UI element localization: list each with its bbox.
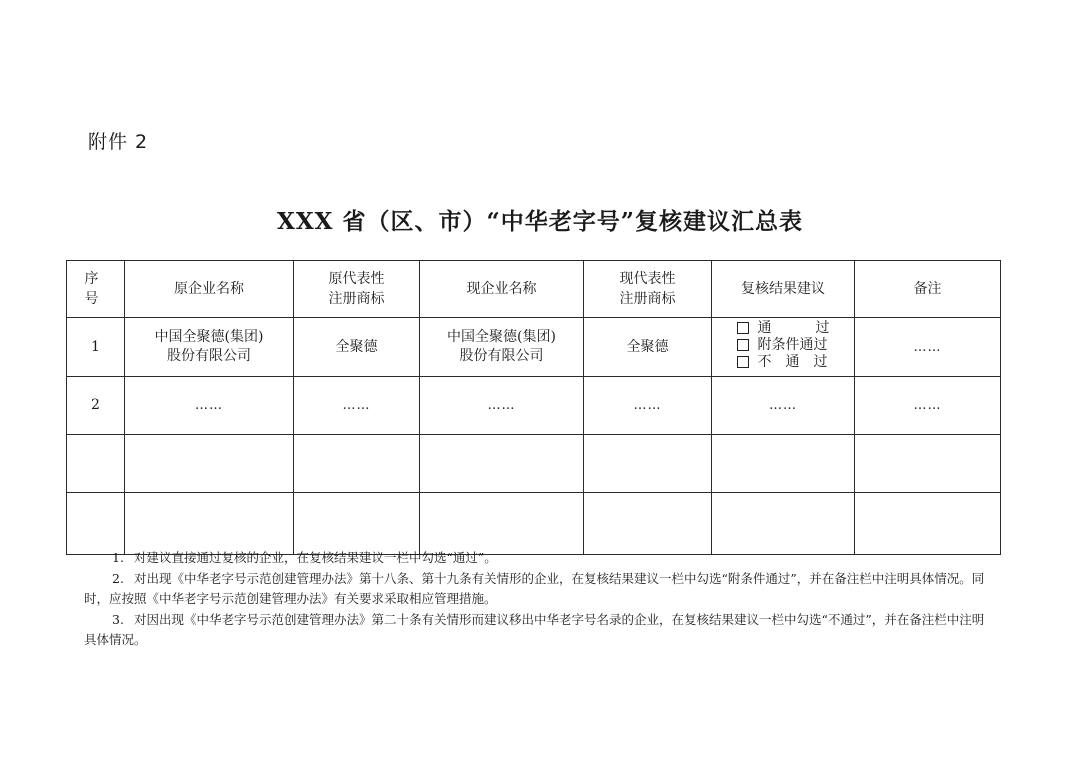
attachment-label: 附件 2	[88, 131, 149, 153]
table-row	[67, 435, 1001, 493]
header-original-trademark-line2: 注册商标	[328, 291, 385, 307]
row2-seq: 2	[67, 377, 125, 435]
row2-current-trademark: ……	[584, 377, 712, 435]
header-remark: 备注	[855, 261, 1001, 318]
empty-cell	[855, 493, 1001, 555]
note-1	[84, 548, 992, 569]
empty-cell	[125, 493, 294, 555]
empty-cell	[420, 493, 584, 555]
empty-cell	[294, 435, 420, 493]
note-1-number: 1.	[112, 550, 124, 565]
checkbox-fail-icon[interactable]	[737, 356, 749, 368]
row1-current-company-line2: 股份有限公司	[459, 348, 544, 364]
table-row	[67, 318, 1001, 377]
row1-current-company-line1: 中国全聚德(集团)	[447, 329, 556, 345]
header-seq: 序 号	[67, 261, 125, 318]
option-fail-label-a: 不	[757, 353, 772, 370]
header-original-trademark-line1: 原代表性	[328, 271, 385, 287]
table-header-row	[67, 261, 1001, 318]
empty-cell	[67, 493, 125, 555]
option-pass-label-b: 过	[815, 319, 830, 336]
note-3-number: 3.	[112, 611, 124, 627]
row1-original-company-line1: 中国全聚德(集团)	[154, 329, 264, 345]
row1-original-company-line2: 股份有限公司	[167, 348, 251, 364]
row1-seq: 1	[67, 318, 125, 377]
empty-cell	[712, 435, 855, 493]
empty-cell	[294, 493, 420, 555]
header-current-company: 现企业名称	[420, 261, 584, 318]
option-pass-label-a: 通	[757, 319, 772, 336]
row2-remark: ……	[855, 377, 1001, 435]
option-fail[interactable]	[737, 354, 830, 371]
row1-review-options	[712, 318, 855, 377]
header-current-trademark	[584, 261, 712, 318]
review-summary-table	[66, 260, 1001, 555]
note-3	[84, 610, 992, 651]
empty-cell	[584, 493, 712, 555]
empty-cell	[125, 435, 294, 493]
row2-current-company: ……	[420, 377, 584, 435]
note-1-text: 对建议直接通过复核的企业，在复核结果建议一栏中勾选“通过”。	[134, 550, 497, 565]
note-2	[84, 569, 992, 610]
option-fail-label-c: 过	[813, 353, 828, 370]
option-conditional-label: 附条件通过	[757, 336, 828, 353]
note-2-number: 2.	[112, 570, 124, 586]
header-original-trademark	[294, 261, 420, 318]
row2-original-trademark: ……	[294, 377, 420, 435]
header-current-trademark-line1: 现代表性	[619, 271, 676, 287]
row2-original-company: ……	[125, 377, 294, 435]
row1-current-company	[420, 318, 584, 377]
row1-current-trademark: 全聚德	[584, 318, 712, 377]
row1-remark: ……	[855, 318, 1001, 377]
row1-original-trademark: 全聚德	[294, 318, 420, 377]
checkbox-conditional-icon[interactable]	[737, 339, 749, 351]
header-current-trademark-line2: 注册商标	[619, 291, 676, 307]
empty-cell	[67, 435, 125, 493]
note-3-text: 对因出现《中华老字号示范创建管理办法》第二十条有关情形而建议移出中华老字号名录的企业，在复核结果建议一栏中勾选“不通过”，并在备注栏中注明具体情况。	[84, 611, 985, 647]
header-review-result: 复核结果建议	[712, 261, 855, 318]
row1-original-company	[125, 318, 294, 377]
table-row	[67, 377, 1001, 435]
empty-cell	[855, 435, 1001, 493]
document-title: XXX 省（区、市）“中华老字号”复核建议汇总表	[276, 208, 803, 235]
notes-section	[84, 548, 992, 651]
empty-cell	[712, 493, 855, 555]
table-row	[67, 493, 1001, 555]
note-2-text: 对出现《中华老字号示范创建管理办法》第十八条、第十九条有关情形的企业，在复核结果建议一栏中勾选“附条件通过”，并在备注栏中注明具体情况。同时，应按照《中华老字号示范创建管理办法》有关要求采取相应管理措施。	[84, 570, 985, 606]
option-pass[interactable]	[737, 320, 830, 337]
empty-cell	[420, 435, 584, 493]
option-fail-label-b: 通	[785, 353, 800, 370]
option-conditional-pass[interactable]	[737, 337, 830, 354]
empty-cell	[584, 435, 712, 493]
checkbox-pass-icon[interactable]	[737, 322, 749, 334]
row2-review-result: ……	[712, 377, 855, 435]
header-original-company: 原企业名称	[125, 261, 294, 318]
